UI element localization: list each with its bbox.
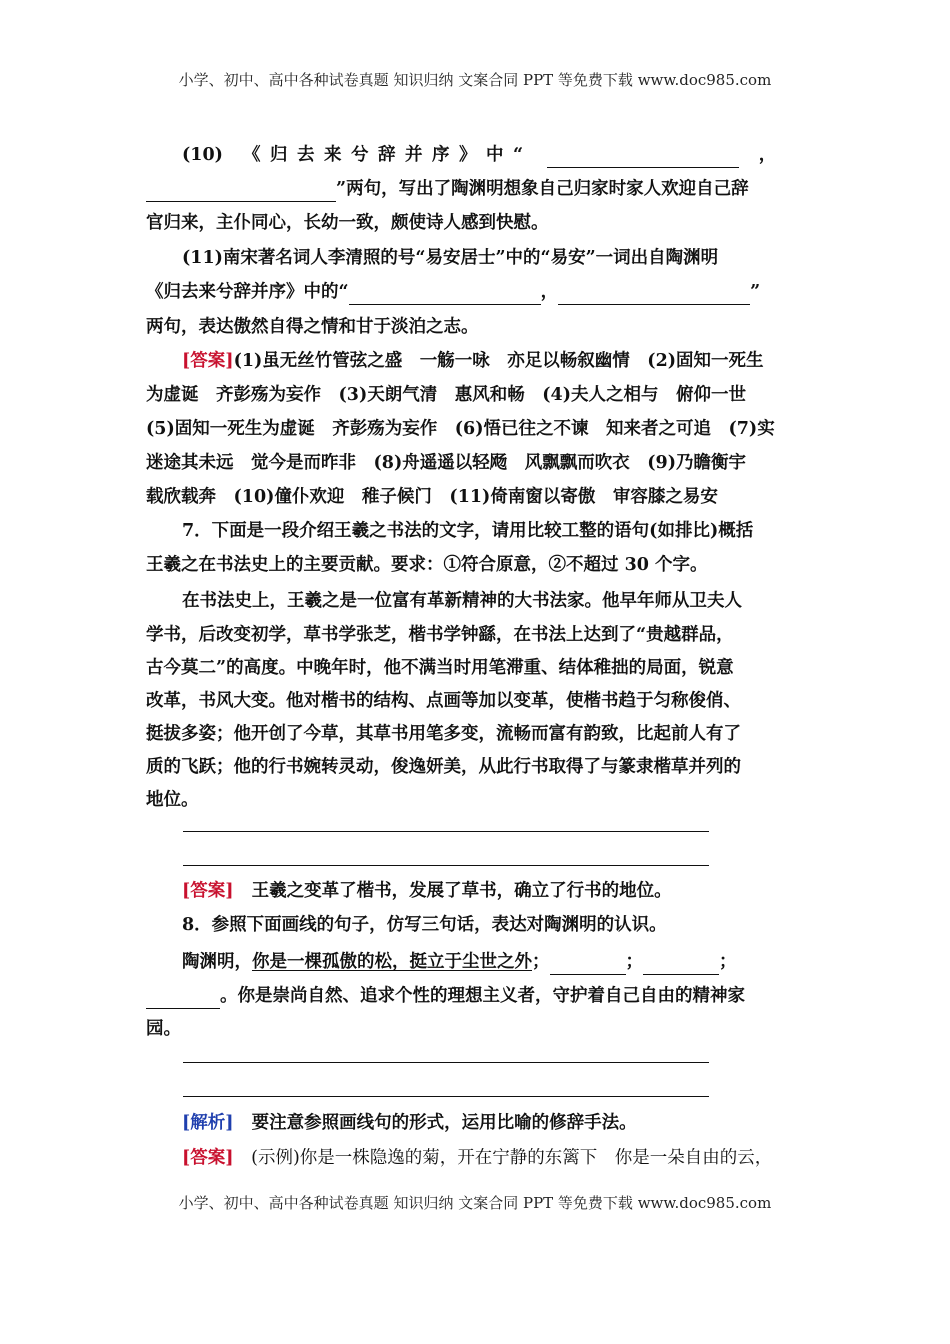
q8-answer: [182, 1145, 772, 1171]
q7-passage-line1: 在书法史上，王羲之是一位富有革新精神的大书法家。他早年师从卫夫人: [182, 591, 742, 611]
q10-blank-1[interactable]: [547, 147, 739, 168]
q8-answer-rule-2[interactable]: [183, 1096, 709, 1097]
q11-line3: 两句，表达傲然自得之情和甘于淡泊之志。: [146, 317, 479, 337]
q8-underlined-sentence: 你是一棵孤傲的松，挺立于尘世之外: [252, 952, 532, 972]
answer1-line1: [182, 348, 764, 374]
q8-answer-tag: [答案]: [182, 1148, 234, 1168]
q10-line2-text: ”两句，写出了陶渊明想象自己归家时家人欢迎自己辞: [336, 179, 749, 199]
q8-line3: [146, 983, 745, 1009]
q8-sep-3: ；: [719, 952, 737, 972]
page-header: 小学、初中、高中各种试卷真题 知识归纳 文案合同 PPT 等免费下载 www.doc985.com: [178, 71, 772, 89]
q8-analysis-text: 要注意参照画线句的形式，运用比喻的修辞手法。: [251, 1113, 637, 1133]
answer1-line5: 载欣载奔 (10)僮仆欢迎 稚子候门 (11)倚南窗以寄傲 审容膝之易安: [146, 487, 718, 507]
q7-line1: 7．下面是一段介绍王羲之书法的文字，请用比较工整的语句(如排比)概括: [182, 521, 754, 541]
q7-answer-tag: [答案]: [182, 881, 234, 901]
q8-analysis: [182, 1110, 637, 1136]
q10-title: 《归去来兮辞并序》中“: [243, 145, 533, 165]
q8-blank-2[interactable]: [643, 954, 719, 975]
q7-answer-text: 王羲之变革了楷书，发展了草书，确立了行书的地位。: [251, 881, 672, 901]
q7-line2: 王羲之在书法史上的主要贡献。要求：①符合原意，②不超过 30 个字。: [146, 555, 708, 575]
q8-sep-2: ；: [625, 952, 643, 972]
q8-line2: [146, 949, 737, 975]
q10-number: (10): [182, 145, 223, 165]
q8-answer-rule-1[interactable]: [183, 1062, 709, 1063]
q7-passage-line3: 古今莫二”的高度。中晚年时，他不满当时用笔滞重、结体稚拙的局面，锐意: [146, 658, 734, 678]
q7-passage-line6: 质的飞跃；他的行书婉转灵动，俊逸妍美，从此行书取得了与篆隶楷草并列的: [146, 757, 741, 777]
q11-line2-end: ”: [750, 282, 761, 302]
q10-line2: [146, 176, 749, 202]
q10-blank-2[interactable]: [146, 181, 336, 202]
q10-comma: ，: [758, 145, 777, 165]
q8-answer-text: (示例)你是一株隐逸的菊，开在宁静的东篱下 你是一朵自由的云，: [251, 1148, 773, 1168]
q7-passage-line7: 地位。: [146, 790, 199, 810]
q8-blank-1[interactable]: [550, 954, 626, 975]
q10-line1: [182, 142, 776, 168]
q8-line4: 园。: [146, 1019, 181, 1039]
answer1-line2: 为虚诞 齐彭殇为妄作 (3)天朗气清 惠风和畅 (4)夫人之相与 俯仰一世: [146, 385, 746, 405]
q11-line2: [146, 279, 760, 305]
q7-passage-line5: 挺拔多姿；他开创了今草，其草书用笔多变，流畅而富有韵致，比起前人有了: [146, 724, 741, 744]
answer1-text1: (1)虽无丝竹管弦之盛 一觞一咏 亦足以畅叙幽情 (2)固知一死生: [233, 351, 764, 371]
answer1-line4: 迷途其未远 觉今是而昨非 (8)舟遥遥以轻飏 风飘飘而吹衣 (9)乃瞻衡宇: [146, 453, 746, 473]
q11-line1: (11)南宋著名词人李清照的号“易安居士”中的“易安”一词出自陶渊明: [182, 248, 719, 268]
q11-blank-1[interactable]: [349, 284, 541, 305]
q7-passage-line4: 改革，书风大变。他对楷书的结构、点画等加以变革，使楷书趋于匀称俊俏、: [146, 691, 741, 711]
q8-line1: 8．参照下面画线的句子，仿写三句话，表达对陶渊明的认识。: [182, 915, 667, 935]
q11-comma: ，: [540, 282, 559, 302]
q11-line2-start: 《归去来兮辞并序》中的“: [146, 282, 349, 302]
q7-answer-rule-2[interactable]: [183, 865, 709, 866]
q8-lead: 陶渊明，: [182, 952, 252, 972]
q8-blank-3[interactable]: [146, 988, 220, 1009]
page-footer: 小学、初中、高中各种试卷真题 知识归纳 文案合同 PPT 等免费下载 www.doc985.com: [178, 1194, 772, 1212]
q8-line3-text: 。你是崇尚自然、追求个性的理想主义者，守护着自己自由的精神家: [220, 986, 745, 1006]
q7-passage-line2: 学书，后改变初学，草书学张芝，楷书学钟繇，在书法上达到了“贵越群品，: [146, 625, 734, 645]
q7-answer-rule-1[interactable]: [183, 831, 709, 832]
q8-sep-1: ；: [532, 952, 550, 972]
answer1-line3: (5)固知一死生为虚诞 齐彭殇为妄作 (6)悟已往之不谏 知来者之可追 (7)实: [146, 419, 775, 439]
answer1-tag: [答案]: [182, 351, 234, 371]
q8-analysis-tag: [解析]: [182, 1113, 234, 1133]
q11-blank-2[interactable]: [558, 284, 750, 305]
q10-line3: 官归来，主仆同心，长幼一致，颇使诗人感到快慰。: [146, 213, 549, 233]
q7-answer: [182, 878, 672, 904]
